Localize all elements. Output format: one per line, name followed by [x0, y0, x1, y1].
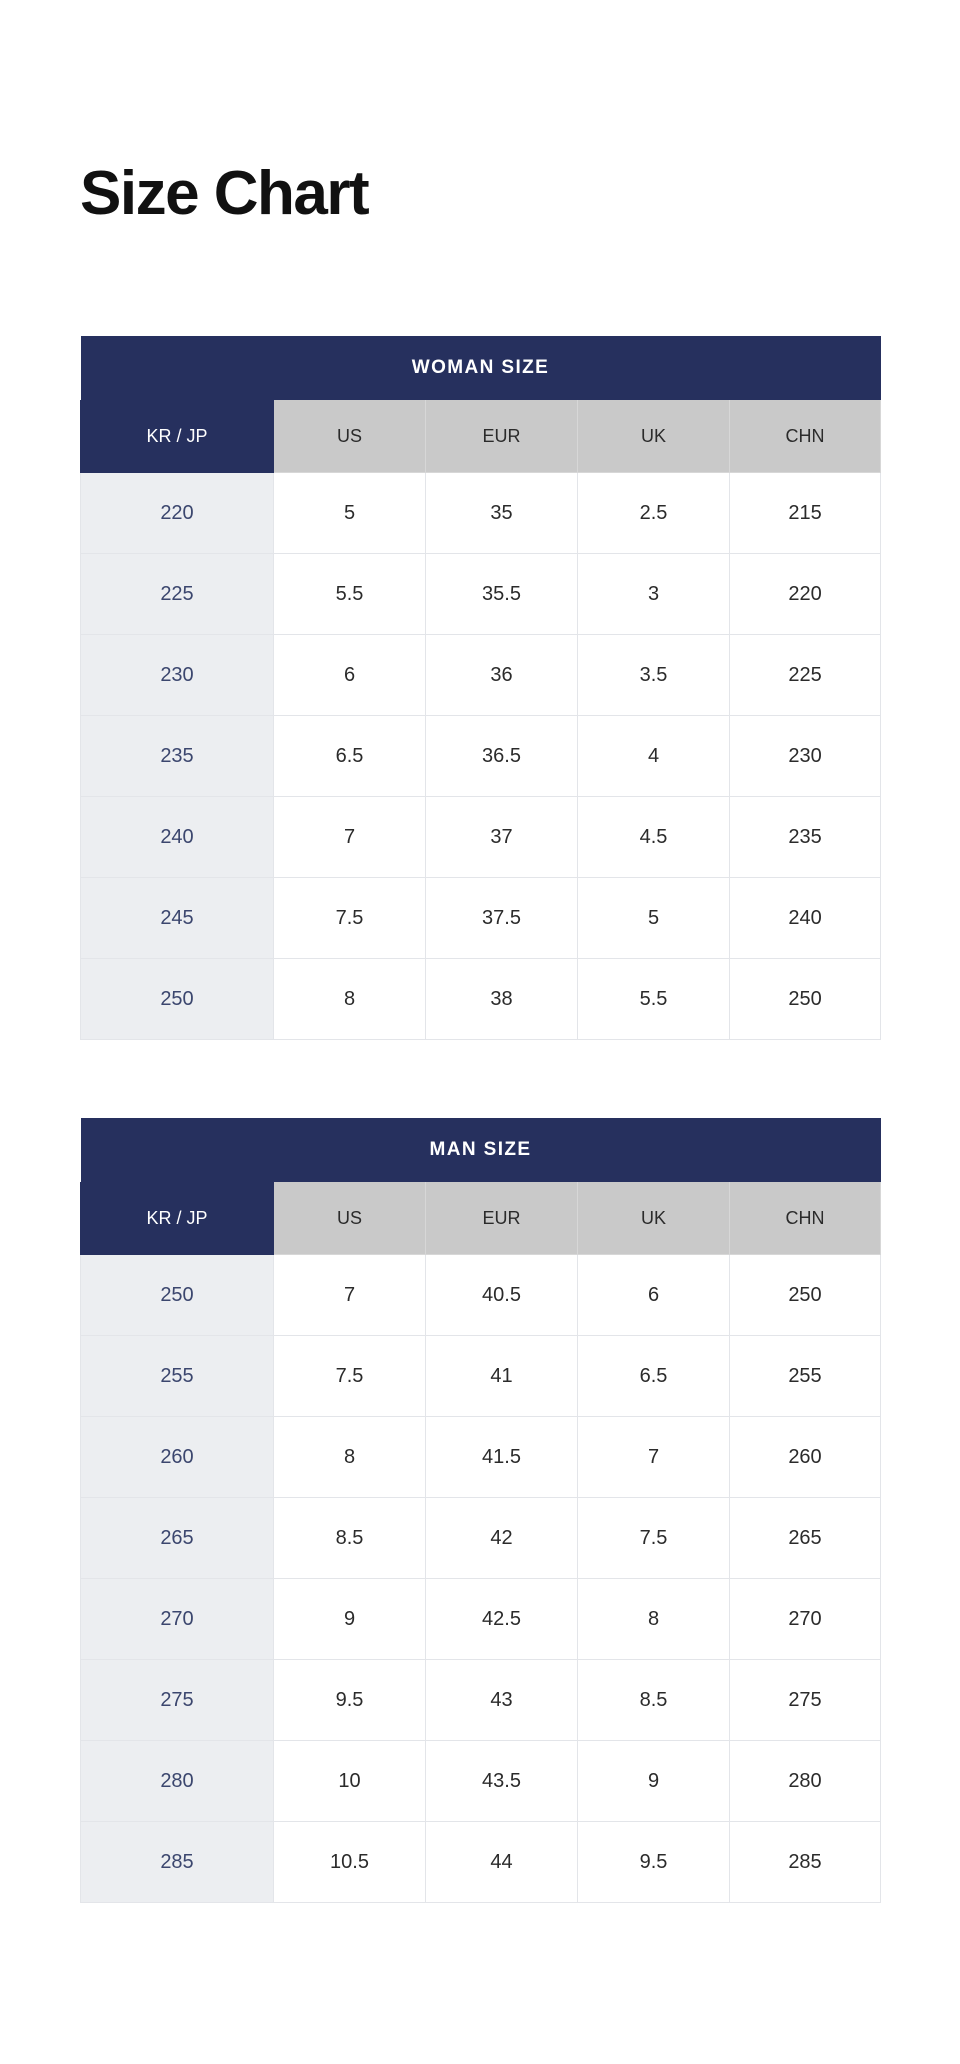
- cell-us: 7.5: [274, 878, 426, 959]
- cell-kr-jp: 230: [81, 635, 274, 716]
- cell-kr-jp: 250: [81, 959, 274, 1040]
- column-header-us: US: [274, 1182, 426, 1255]
- cell-eur: 38: [426, 959, 578, 1040]
- cell-uk: 6.5: [578, 1336, 730, 1417]
- column-header-us: US: [274, 400, 426, 473]
- cell-chn: 250: [730, 1255, 881, 1336]
- cell-eur: 43.5: [426, 1741, 578, 1822]
- cell-uk: 4: [578, 716, 730, 797]
- cell-us: 9: [274, 1579, 426, 1660]
- cell-uk: 2.5: [578, 473, 730, 554]
- cell-kr-jp: 280: [81, 1741, 274, 1822]
- cell-chn: 225: [730, 635, 881, 716]
- cell-chn: 285: [730, 1822, 881, 1903]
- cell-kr-jp: 255: [81, 1336, 274, 1417]
- cell-uk: 8: [578, 1579, 730, 1660]
- table-row: [81, 473, 881, 554]
- table-row: [81, 554, 881, 635]
- cell-eur: 36: [426, 635, 578, 716]
- cell-us: 5: [274, 473, 426, 554]
- cell-chn: 235: [730, 797, 881, 878]
- cell-eur: 41.5: [426, 1417, 578, 1498]
- cell-chn: 240: [730, 878, 881, 959]
- cell-eur: 35.5: [426, 554, 578, 635]
- cell-kr-jp: 220: [81, 473, 274, 554]
- woman-size-banner: WOMAN SIZE: [81, 336, 881, 400]
- cell-uk: 9: [578, 1741, 730, 1822]
- cell-uk: 3: [578, 554, 730, 635]
- cell-kr-jp: 240: [81, 797, 274, 878]
- table-row: [81, 878, 881, 959]
- cell-kr-jp: 275: [81, 1660, 274, 1741]
- cell-chn: 265: [730, 1498, 881, 1579]
- table-row: [81, 959, 881, 1040]
- table-banner-row: [81, 1118, 881, 1182]
- cell-us: 7.5: [274, 1336, 426, 1417]
- column-header-chn: CHN: [730, 400, 881, 473]
- cell-eur: 41: [426, 1336, 578, 1417]
- cell-us: 9.5: [274, 1660, 426, 1741]
- cell-uk: 4.5: [578, 797, 730, 878]
- cell-chn: 255: [730, 1336, 881, 1417]
- table-row: [81, 1336, 881, 1417]
- cell-uk: 5: [578, 878, 730, 959]
- table-header-row: [81, 1182, 881, 1255]
- cell-uk: 7: [578, 1417, 730, 1498]
- woman-size-section: [80, 336, 880, 1040]
- table-row: [81, 1579, 881, 1660]
- cell-us: 6: [274, 635, 426, 716]
- cell-chn: 250: [730, 959, 881, 1040]
- column-header-kr-jp: KR / JP: [81, 400, 274, 473]
- cell-uk: 6: [578, 1255, 730, 1336]
- cell-eur: 36.5: [426, 716, 578, 797]
- cell-eur: 42: [426, 1498, 578, 1579]
- cell-kr-jp: 285: [81, 1822, 274, 1903]
- cell-chn: 270: [730, 1579, 881, 1660]
- cell-kr-jp: 225: [81, 554, 274, 635]
- cell-chn: 220: [730, 554, 881, 635]
- cell-us: 5.5: [274, 554, 426, 635]
- column-header-eur: EUR: [426, 1182, 578, 1255]
- table-row: [81, 635, 881, 716]
- cell-eur: 43: [426, 1660, 578, 1741]
- cell-us: 8: [274, 959, 426, 1040]
- cell-eur: 37.5: [426, 878, 578, 959]
- cell-chn: 280: [730, 1741, 881, 1822]
- cell-us: 7: [274, 797, 426, 878]
- cell-chn: 275: [730, 1660, 881, 1741]
- table-row: [81, 1822, 881, 1903]
- man-size-table: [80, 1118, 881, 1903]
- cell-kr-jp: 235: [81, 716, 274, 797]
- column-header-kr-jp: KR / JP: [81, 1182, 274, 1255]
- table-row: [81, 1417, 881, 1498]
- cell-chn: 260: [730, 1417, 881, 1498]
- cell-uk: 9.5: [578, 1822, 730, 1903]
- man-size-banner: MAN SIZE: [81, 1118, 881, 1182]
- cell-uk: 3.5: [578, 635, 730, 716]
- cell-us: 8.5: [274, 1498, 426, 1579]
- cell-eur: 37: [426, 797, 578, 878]
- cell-eur: 35: [426, 473, 578, 554]
- cell-us: 6.5: [274, 716, 426, 797]
- column-header-uk: UK: [578, 400, 730, 473]
- cell-kr-jp: 245: [81, 878, 274, 959]
- column-header-chn: CHN: [730, 1182, 881, 1255]
- cell-kr-jp: 260: [81, 1417, 274, 1498]
- woman-size-table: [80, 336, 881, 1040]
- table-header-row: [81, 400, 881, 473]
- cell-eur: 42.5: [426, 1579, 578, 1660]
- cell-us: 10: [274, 1741, 426, 1822]
- cell-chn: 230: [730, 716, 881, 797]
- cell-us: 8: [274, 1417, 426, 1498]
- page-title: Size Chart: [80, 159, 369, 228]
- column-header-uk: UK: [578, 1182, 730, 1255]
- table-row: [81, 1660, 881, 1741]
- table-row: [81, 1255, 881, 1336]
- cell-eur: 40.5: [426, 1255, 578, 1336]
- cell-eur: 44: [426, 1822, 578, 1903]
- cell-uk: 8.5: [578, 1660, 730, 1741]
- cell-kr-jp: 250: [81, 1255, 274, 1336]
- cell-us: 7: [274, 1255, 426, 1336]
- cell-kr-jp: 265: [81, 1498, 274, 1579]
- table-row: [81, 1498, 881, 1579]
- cell-us: 10.5: [274, 1822, 426, 1903]
- table-row: [81, 797, 881, 878]
- table-row: [81, 1741, 881, 1822]
- man-size-section: [80, 1118, 880, 1903]
- table-banner-row: [81, 336, 881, 400]
- cell-uk: 5.5: [578, 959, 730, 1040]
- column-header-eur: EUR: [426, 400, 578, 473]
- cell-chn: 215: [730, 473, 881, 554]
- cell-kr-jp: 270: [81, 1579, 274, 1660]
- table-row: [81, 716, 881, 797]
- cell-uk: 7.5: [578, 1498, 730, 1579]
